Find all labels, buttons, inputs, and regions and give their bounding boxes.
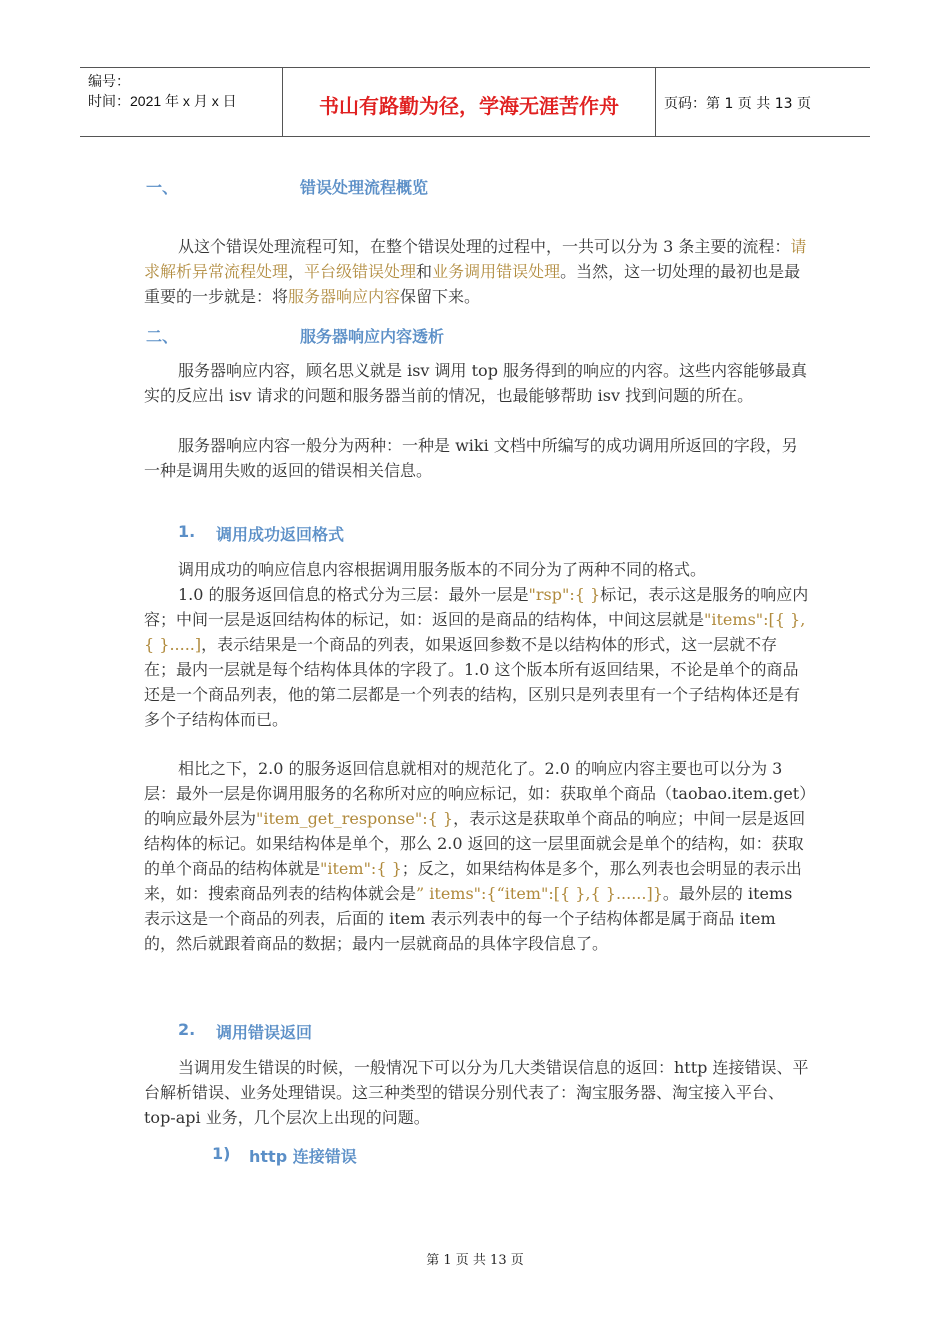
text-run: 。最外层的 items 表示这是一个商品的列表，后面的 item 表示列表中的每一个子结构体都是属于商品 item 的，然后就跟着商品的数据；最内一层就商品的具体字段信息了。: [144, 884, 793, 953]
highlight-text: 平台级错误处理: [304, 262, 417, 281]
subsection-title: 调用错误返回: [216, 1023, 313, 1042]
header-divider: [655, 68, 656, 136]
page-footer: 第 1 页 共 13 页: [426, 1253, 524, 1268]
text-run: 相比之下，2.0 的服务返回信息就相对的规范化了。2.0 的响应内容主要也可以分为 3 层：最外一层是你调用服务的名称所对应的响应标记，如：获取单个商品（taobao.item.get）的响应最外层为: [144, 759, 808, 828]
text-run: ，表示结果是一个商品的列表，如果返回参数不是以结构体的形式，这一层就不存在；最内一层就是每个结构体具体的字段了。1.0 这个版本所有返回结果，不论是单个的商品还是一个商品列表，他的第二层都是一个列表的结构，区别只是列表里有一个子结构体还是有多个子结构体而已。: [144, 635, 801, 729]
subsection-number: 2.: [178, 1020, 196, 1039]
header-time-label: 时间：2021 年 x 月 x 日: [88, 93, 237, 109]
subsection-title: 调用成功返回格式: [216, 525, 345, 544]
paragraph: [144, 433, 809, 483]
text-run: 从这个错误处理流程可知，在整个错误处理的过程中，一共可以分为 3 条主要的流程：: [178, 237, 791, 256]
section-title: 错误处理流程概览: [300, 178, 429, 197]
highlight-text: 业务调用错误处理: [432, 262, 561, 281]
paragraph: [144, 358, 809, 408]
paragraph: [144, 234, 809, 309]
text-run: 1.0 的服务返回信息的格式分为三层：最外一层是: [178, 585, 529, 604]
text-run: 服务器响应内容，顾名思义就是 isv 调用 top 服务得到的响应的内容。这些内容能够最真实的反应出 isv 请求的问题和服务器当前的情况，也最能够帮助 isv 找到问题的所在。: [144, 361, 808, 405]
paragraph: [144, 756, 809, 956]
subsection-number: 1.: [178, 522, 196, 541]
text-run: ，表示这是获取单个商品的响应；中间一层是返回结构体的标记。如果结构体是单个，那么 2.0 返回的这一层里面就会是单个的结构，如：获取的单个商品的结构体就是: [144, 809, 806, 878]
paragraph: [144, 582, 809, 732]
text-run: 。当然，这一切处理的最初也是最重要的一步就是：将: [144, 262, 801, 306]
section-number: 一、: [146, 178, 179, 197]
highlight-text: 请求解析异常流程处理: [144, 237, 807, 281]
highlight-code: "rsp":{ }: [528, 585, 601, 604]
highlight-code: "items":[{ },{ }.....]: [144, 610, 806, 654]
paragraph: [144, 1055, 809, 1130]
text-run: ；反之，如果结构体是多个，那么列表也会明显的表示出来，如：搜索商品列表的结构体就会是: [144, 859, 802, 903]
text-run: 标记，表示这是服务的响应内容；中间一层是返回结构体的标记，如：返回的是商品的结构体，中间这层就是: [144, 585, 809, 629]
highlight-code: "item":{ }: [320, 859, 402, 878]
header-motto: 书山有路勤为径，学海无涯苦作舟: [319, 94, 619, 118]
text-run: 调用成功的响应信息内容根据调用服务版本的不同分为了两种不同的格式。: [178, 560, 707, 579]
text-run: 和: [416, 262, 433, 281]
text-run: ，: [288, 262, 305, 281]
header-meta: [88, 71, 237, 111]
header-number-label: 编号：: [88, 73, 130, 89]
page-header: [80, 67, 870, 137]
text-run: 当调用发生错误的时候，一般情况下可以分为几大类错误信息的返回：http 连接错误、平台解析错误、业务处理错误。这三种类型的错误分别代表了：淘宝服务器、淘宝接入平台、top-api 业务，几个层次上出现的问题。: [144, 1058, 809, 1127]
sub-subsection-title: http 连接错误: [249, 1147, 357, 1166]
text-run: 保留下来。: [400, 287, 481, 306]
highlight-code: ” items":{“item":[{ },{ }......]}: [416, 884, 663, 903]
header-page-info: 页码：第 1 页 共 13 页: [664, 96, 811, 112]
section-number: 二、: [146, 327, 179, 346]
section-title: 服务器响应内容透析: [300, 327, 445, 346]
sub-subsection-number: 1): [212, 1144, 231, 1163]
text-run: 服务器响应内容一般分为两种：一种是 wiki 文档中所编写的成功调用所返回的字段，另一种是调用失败的返回的错误相关信息。: [144, 436, 798, 480]
paragraph: [144, 557, 809, 582]
highlight-text: 服务器响应内容: [288, 287, 401, 306]
highlight-code: "item_get_response":{ }: [256, 809, 454, 828]
